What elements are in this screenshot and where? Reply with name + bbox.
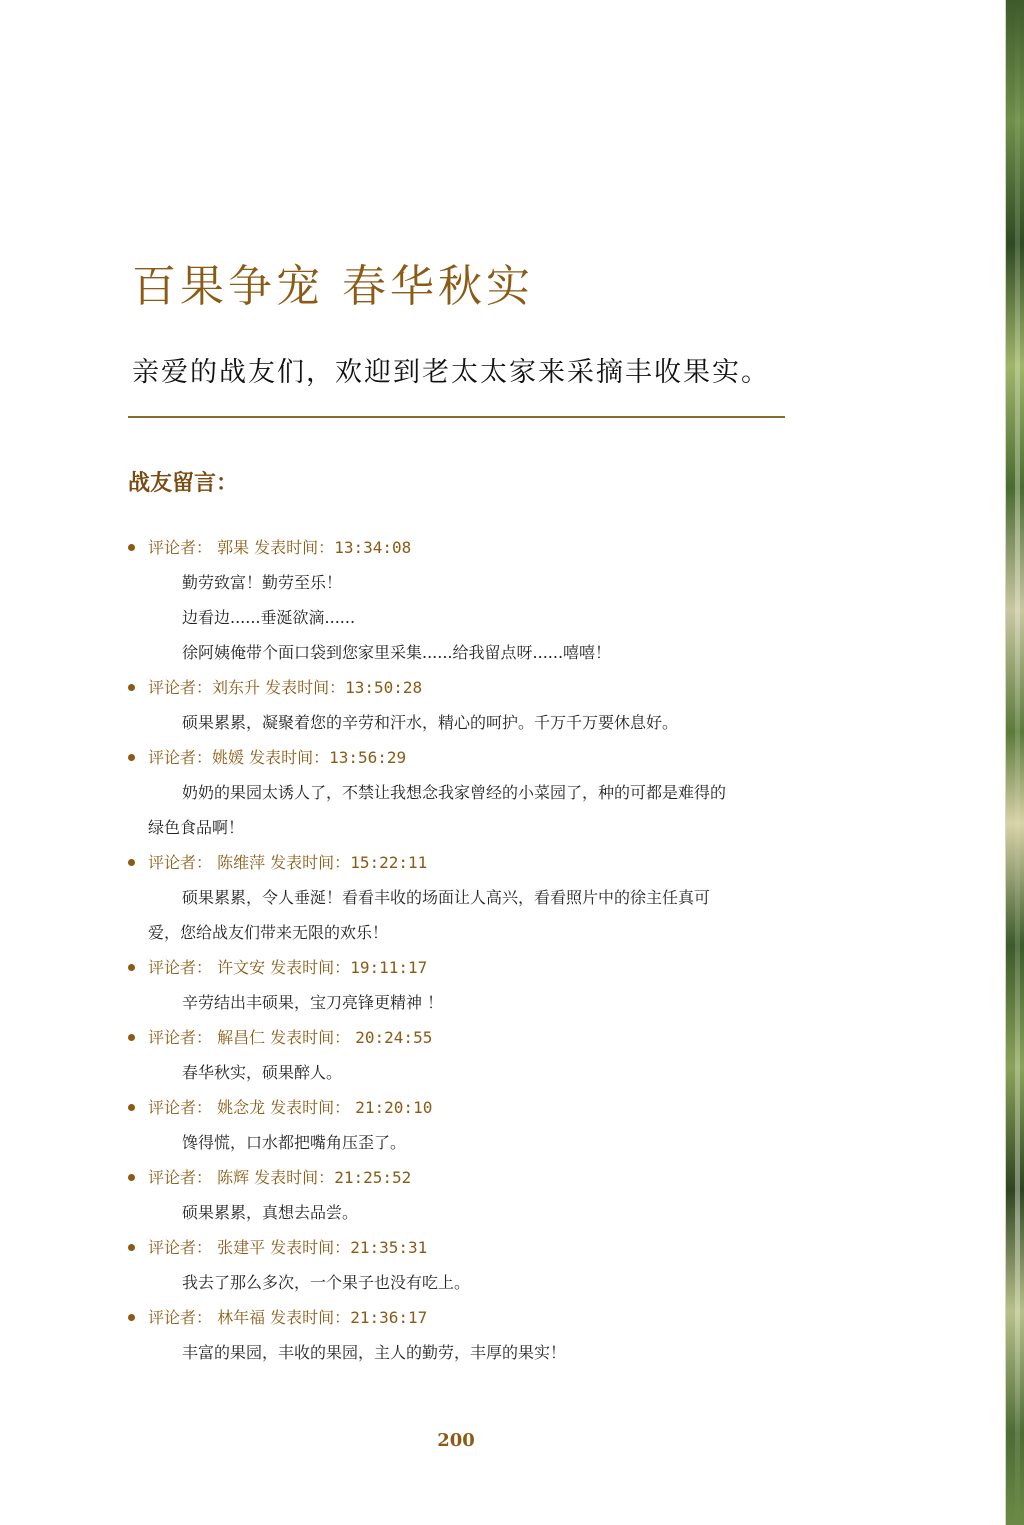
comment-item	[128, 1230, 788, 1300]
comment-text-line: 爱，您给战友们带来无限的欢乐！	[148, 923, 389, 942]
comment-author-label: 评论者： 姚念龙 发表时间：	[148, 1098, 356, 1117]
comment-timestamp: 21:20:10	[355, 1098, 433, 1117]
bullet-icon	[128, 1174, 135, 1181]
bullet-icon	[128, 544, 135, 551]
bullet-icon	[128, 859, 135, 866]
comment-timestamp: 21:35:31	[350, 1238, 428, 1257]
comment-text-line: 辛劳结出丰硕果，宝刀亮锋更精神 ！	[182, 993, 444, 1012]
comment-timestamp: 21:25:52	[334, 1168, 412, 1187]
comment-timestamp: 13:50:28	[345, 678, 423, 697]
comment-author-label: 评论者： 陈辉 发表时间：	[148, 1168, 335, 1187]
comment-text-line: 硕果累累，凝聚着您的辛劳和汗水，精心的呵护。千万千万要休息好。	[182, 713, 679, 732]
comment-timestamp: 13:34:08	[334, 538, 412, 557]
comment-text-line: 硕果累累，真想去品尝。	[182, 1203, 359, 1222]
comment-author-label: 评论者：姚媛 发表时间：	[148, 748, 330, 767]
comment-item	[128, 670, 788, 740]
bullet-icon	[128, 1104, 135, 1111]
page-number: 200	[437, 1430, 475, 1451]
comment-timestamp: 15:22:11	[350, 853, 428, 872]
comment-meta	[128, 530, 788, 565]
comment-text-line: 丰富的果园，丰收的果园，主人的勤劳，丰厚的果实！	[182, 1343, 567, 1362]
bullet-icon	[128, 1244, 135, 1251]
page-subtitle: 亲爱的战友们，欢迎到老太太家来采摘丰收果实。	[132, 357, 770, 388]
comment-author-label: 评论者： 郭果 发表时间：	[148, 538, 335, 557]
comment-meta	[128, 1160, 788, 1195]
comment-author-label: 评论者： 陈维萍 发表时间：	[148, 853, 351, 872]
comment-author-label: 评论者： 许文安 发表时间：	[148, 958, 351, 977]
comment-author-label: 评论者： 林年福 发表时间：	[148, 1308, 351, 1327]
comment-author-label: 评论者： 解昌仁 发表时间：	[148, 1028, 356, 1047]
comment-text-line: 奶奶的果园太诱人了，不禁让我想念我家曾经的小菜园了，种的可都是难得的	[182, 783, 727, 802]
comment-item	[128, 1020, 788, 1090]
bullet-icon	[128, 1314, 135, 1321]
comment-text-line: 绿色食品啊！	[148, 818, 245, 837]
comment-meta	[128, 1300, 788, 1335]
bullet-icon	[128, 1034, 135, 1041]
bullet-icon	[128, 684, 135, 691]
comment-text-line: 徐阿姨俺带个面口袋到您家里采集......给我留点呀......嘻嘻！	[182, 643, 612, 662]
comment-item	[128, 950, 788, 1020]
comment-timestamp: 19:11:17	[350, 958, 428, 977]
comment-text-line: 边看边......垂涎欲滴......	[182, 608, 356, 627]
comment-meta	[128, 950, 788, 985]
comment-text-line: 勤劳致富！勤劳至乐！	[182, 573, 343, 592]
comment-text-line: 硕果累累，令人垂涎！看看丰收的场面让人高兴，看看照片中的徐主任真可	[182, 888, 711, 907]
comment-author-label: 评论者：刘东升 发表时间：	[148, 678, 346, 697]
comment-text-line: 春华秋实，硕果醉人。	[182, 1063, 343, 1082]
comment-meta	[128, 740, 788, 775]
comment-item	[128, 1090, 788, 1160]
comment-timestamp: 13:56:29	[329, 748, 407, 767]
section-heading: 战友留言：	[128, 470, 239, 496]
photo-strip-highlight	[1015, 0, 1020, 1525]
comment-meta	[128, 1090, 788, 1125]
comment-timestamp: 20:24:55	[355, 1028, 433, 1047]
comment-meta	[128, 1020, 788, 1055]
comment-author-label: 评论者： 张建平 发表时间：	[148, 1238, 351, 1257]
comment-meta	[128, 845, 788, 880]
photo-strip-image	[1005, 0, 1024, 1525]
bullet-icon	[128, 754, 135, 761]
comment-meta	[128, 670, 788, 705]
comment-item	[128, 1300, 788, 1370]
comment-text-line: 我去了那么多次，一个果子也没有吃上。	[182, 1273, 471, 1292]
comment-item	[128, 1160, 788, 1230]
comment-item	[128, 530, 788, 670]
comment-timestamp: 21:36:17	[350, 1308, 428, 1327]
comment-list	[128, 530, 788, 1370]
comment-item	[128, 740, 788, 845]
page-title: 百果争宠 春华秋实	[132, 261, 534, 312]
divider-rule	[128, 416, 785, 418]
comment-item	[128, 845, 788, 950]
comment-text-line: 馋得慌，口水都把嘴角压歪了。	[182, 1133, 407, 1152]
bullet-icon	[128, 964, 135, 971]
comment-meta	[128, 1230, 788, 1265]
